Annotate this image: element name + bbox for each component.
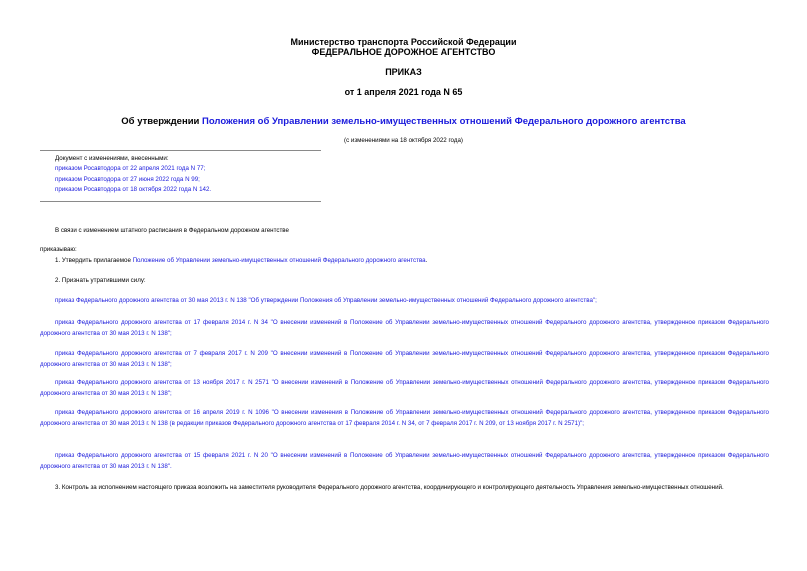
item-1-suffix: . bbox=[425, 257, 428, 264]
repealed-order-link[interactable]: приказ Федерального дорожного агентства от 15 февраля 2021 г. N 20 "О внесении изменений в Положение об Управлении земельно-имущественных отношений Федерального дорожного агентства, утвержденное приказом Федерального дорожного агентства от 30 мая 2013 г. N 138". bbox=[40, 452, 769, 470]
item-2: 2. Признать утратившими силу: bbox=[55, 277, 146, 284]
document-title bbox=[0, 116, 807, 127]
amendments-top-rule bbox=[40, 150, 321, 151]
amendment-link[interactable]: приказом Росавтодора от 18 октября 2022 года N 142. bbox=[55, 186, 212, 193]
repealed-order-link[interactable]: приказ Федерального дорожного агентства от 16 апреля 2019 г. N 1096 "О внесении изменения в Положение об Управлении земельно-имущественных отношений Федерального дорожного агентства, утвержденное приказом Федерального дорожного агентства от 30 мая 2013 г. N 138 (в редакции приказов Федерального дорожного агентства от 17 февраля 2014 г. N 34, от 7 февраля 2017 г. N 209, от 13 ноября 2017 г. N 2571)"; bbox=[40, 409, 769, 427]
revision-note: (с изменениями на 18 октября 2022 года) bbox=[344, 137, 463, 144]
amendments-bottom-rule bbox=[40, 201, 321, 202]
document-type: ПРИКАЗ bbox=[385, 67, 422, 77]
preamble: В связи с изменением штатного расписания в Федеральном дорожном агентстве bbox=[55, 227, 289, 234]
item-1 bbox=[55, 256, 427, 267]
repealed-order-link[interactable]: приказ Федерального дорожного агентства от 17 февраля 2014 г. N 34 "О внесении изменений в Положение об Управлении земельно-имущественных отношений Федерального дорожного агентства, утвержденное приказом Федерального дорожного агентства от 30 мая 2013 г. N 138"; bbox=[40, 319, 769, 337]
repealed-order-link[interactable]: приказ Федерального дорожного агентства от 13 ноября 2017 г. N 2571 "О внесении изменений в Положение об Управлении земельно-имущественных отношений Федерального дорожного агентства, утвержденное приказом Федерального дорожного агентства от 30 мая 2013 г. N 138"; bbox=[40, 379, 769, 397]
amendments-intro: Документ с изменениями, внесенными: bbox=[55, 155, 169, 162]
amendment-link[interactable]: приказом Росавтодора от 27 июня 2022 года N 99; bbox=[55, 175, 200, 183]
regulation-link[interactable]: Положение об Управлении земельно-имущественных отношений Федерального дорожного агентства bbox=[132, 257, 426, 264]
ministry-name: Министерство транспорта Российской Федерации bbox=[290, 37, 517, 47]
item-3: 3. Контроль за исполнением настоящего приказа возложить на заместителя руководителя Федерального дорожного агентства, координирующего и контролирующего деятельность Управления земельно-имущественных отношений. bbox=[55, 484, 724, 491]
repealed-order-link[interactable]: приказ Федерального дорожного агентства от 7 февраля 2017 г. N 209 "О внесении изменений в Положение об Управлении земельно-имущественных отношений Федерального дорожного агентства, утвержденное приказом Федерального дорожного агентства от 30 мая 2013 г. N 138"; bbox=[40, 350, 769, 368]
title-prefix: Об утверждении bbox=[121, 116, 203, 127]
agency-name: ФЕДЕРАЛЬНОЕ ДОРОЖНОЕ АГЕНТСТВО bbox=[311, 47, 496, 57]
amendment-link[interactable]: приказом Росавтодора от 22 апреля 2021 года N 77; bbox=[55, 165, 206, 172]
item-1-prefix: 1. Утвердить прилагаемое bbox=[55, 257, 133, 264]
title-regulation-link[interactable]: Положения об Управлении земельно-имущественных отношений Федерального дорожного агентства bbox=[202, 116, 686, 127]
document-date: от 1 апреля 2021 года N 65 bbox=[344, 87, 463, 97]
orders-word: приказываю: bbox=[40, 246, 77, 253]
repealed-order-link[interactable]: приказ Федерального дорожного агентства от 30 мая 2013 г. N 138 "Об утверждении Положения об Управлении земельно-имущественных отношений Федерального дорожного агентства"; bbox=[55, 297, 597, 304]
